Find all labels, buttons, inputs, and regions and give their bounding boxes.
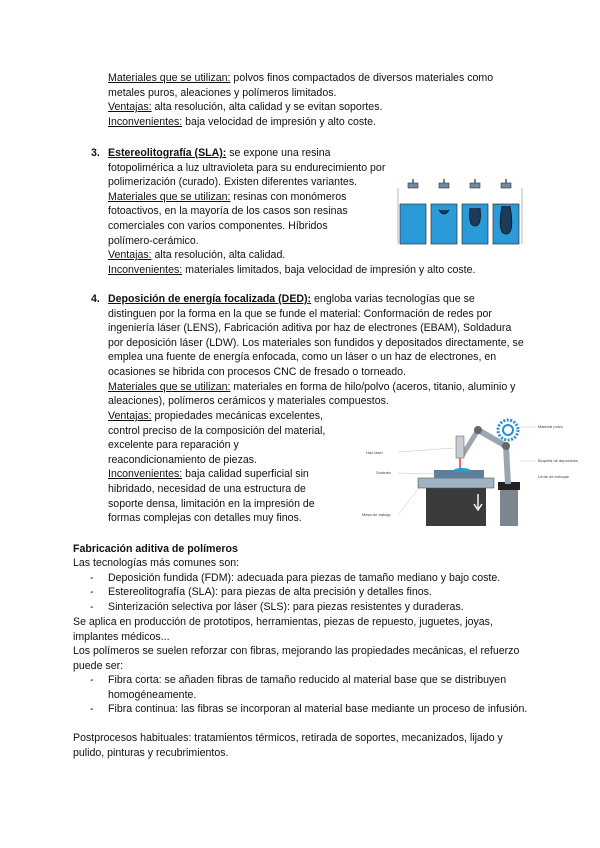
ded-figure xyxy=(358,416,579,528)
ded-disadvantages-line: soporte densa, limitación en la impresión de xyxy=(108,497,315,510)
bullet-dash: - xyxy=(90,674,94,686)
bullet-dash: - xyxy=(90,703,94,715)
fiber-item: Fibra corta: se añaden fibras de tamaño reducido al material base que se distribuyen homogéneamente. xyxy=(108,674,507,701)
ded-label: Sustrato xyxy=(376,470,391,475)
disadvantages-label: Inconvenientes: xyxy=(108,264,183,276)
bullet-dash: - xyxy=(90,572,94,584)
ded-column xyxy=(498,482,520,526)
disadvantages-text: baja velocidad de impresión y alto coste. xyxy=(182,116,376,128)
ded-label: Material polvo xyxy=(538,424,563,429)
sla-advantages-text: alta resolución, alta calidad. xyxy=(151,249,286,262)
sla-desc-line: se expone una resina xyxy=(226,147,331,159)
tech-item: Sinterización selectiva por láser (SLS): para piezas resistentes y duraderas. xyxy=(108,601,464,613)
advantages-label: Ventajas: xyxy=(108,101,152,113)
ded-advantages-line: excelente para reparación y xyxy=(108,439,239,452)
disadvantages-label: Inconvenientes: xyxy=(108,468,183,481)
ded-label: Mesa de trabajo xyxy=(362,512,391,517)
polymers-reinforce: Los polímeros se suelen reforzar con fibras, mejorando las propiedades mecánicas, el refuerzo puede ser: xyxy=(73,645,520,672)
ded-materials-text: materiales en forma de hilo/polvo (aceros, titanio, aluminio y aleaciones), polímeros cerámicos y materiales compuestos. xyxy=(108,380,516,408)
ded-disadvantages-line: baja calidad superficial sin xyxy=(182,468,309,481)
advantages-label: Ventajas: xyxy=(108,410,152,422)
fiber-item: Fibra continua: las fibras se incorporan al material base mediante un proceso de infusión. xyxy=(108,703,528,715)
sla-materials-line: resinas con monómeros xyxy=(230,190,347,203)
ded-text xyxy=(108,292,526,409)
sla-materials-line: comerciales con varios componentes. Híbridos xyxy=(108,219,328,232)
prev-materials xyxy=(108,71,528,100)
ded-advantages-line: control preciso de la composición del material, xyxy=(108,424,326,437)
bullet-dash: - xyxy=(90,586,94,598)
polymers-postprocess: Postprocesos habituales: tratamientos térmicos, retirada de soportes, mecanizados, lijado y pulido, pinturas y recubrimientos. xyxy=(73,732,503,759)
bullet-dash: - xyxy=(90,601,94,613)
ded-label: Haz láser xyxy=(366,450,383,455)
ded-advantages-line: propiedades mecánicas excelentes, xyxy=(151,410,323,422)
ded-desc: engloba varias tecnologías que se distinguen por la forma en la que se funde el material: Conformación de redes por ingeniería láser (LENS), Fabricación aditiva por haz de electrones (EBAM), Soldadura por deposición láser (LDW). Los materiales son fundidos y depositados directamente, se emplea una fuente de energía enfocada, como un láser o un haz de electrones, en ocasiones se hibrida con procesos CNC de fresado o torneado. xyxy=(108,293,524,378)
ded-number: 4. xyxy=(91,293,100,305)
polymers-applications: Se aplica en producción de prototipos, herramientas, piezas de repuesto, juguetes, joyas, implantes médicos... xyxy=(73,616,493,643)
sla-materials-line: fotoactivos, en la mayoría de los casos son resinas xyxy=(108,205,348,218)
sla-title: Estereolitografía (SLA): xyxy=(108,147,227,159)
ded-disadvantages-line: hibridado, necesidad de una estructura de xyxy=(108,482,306,495)
sla-desc-line: fotopolimérica a luz ultravioleta para su endurecimiento por xyxy=(108,161,386,174)
ded-coil xyxy=(498,420,518,440)
materials-text: polvos finos compactados de diversos materiales como metales puros, aleaciones y polímeros limitados. xyxy=(108,72,494,99)
sla-materials-line: polímero-cerámico. xyxy=(108,234,199,247)
sla-number: 3. xyxy=(91,147,100,159)
sla-desc-line: polimerización (curado). Existen diferentes variantes. xyxy=(108,176,358,189)
ded-nozzle xyxy=(454,436,470,472)
materials-label: Materiales que se utilizan: xyxy=(108,190,231,203)
advantages-text: alta resolución, alta calidad y se evitan soportes. xyxy=(151,101,383,113)
polymers-intro: Las tecnologías más comunes son: xyxy=(73,557,240,569)
advantages-label: Ventajas: xyxy=(108,249,152,262)
materials-label: Materiales que se utilizan: xyxy=(108,72,231,84)
prev-advantages xyxy=(108,100,528,115)
sla-tank-1 xyxy=(400,179,426,244)
ded-title: Deposición de energía focalizada (DED): xyxy=(108,293,312,305)
ded-label: Lente de enfoque xyxy=(538,474,570,479)
ded-base xyxy=(418,470,494,526)
sla-figure xyxy=(398,176,523,250)
materials-label: Materiales que se utilizan: xyxy=(108,380,231,393)
tech-item: Deposición fundida (FDM): adecuada para piezas de tamaño mediano y bajo coste. xyxy=(108,572,501,584)
sla-disadvantages-text: materiales limitados, baja velocidad de impresión y alto coste. xyxy=(182,264,476,276)
disadvantages-label: Inconvenientes: xyxy=(108,116,183,128)
sla-disadvantages xyxy=(108,263,548,278)
sla-tank-3 xyxy=(462,179,488,244)
sla-text xyxy=(108,146,408,263)
prev-disadvantages xyxy=(108,115,528,130)
tech-item: Estereolitografía (SLA): para piezas de alta precisión y detalles finos. xyxy=(108,586,432,598)
sla-tank-2 xyxy=(431,179,457,244)
ded-label: Boquilla de deposición xyxy=(538,458,579,463)
polymers-heading: Fabricación aditiva de polímeros xyxy=(73,543,238,555)
sla-tank-4 xyxy=(493,179,519,244)
ded-advantages-line: reacondicionamiento de piezas. xyxy=(108,453,257,466)
ded-pros-cons xyxy=(108,409,358,526)
ded-disadvantages-line: formas complejas con detalles muy finos. xyxy=(108,512,302,525)
